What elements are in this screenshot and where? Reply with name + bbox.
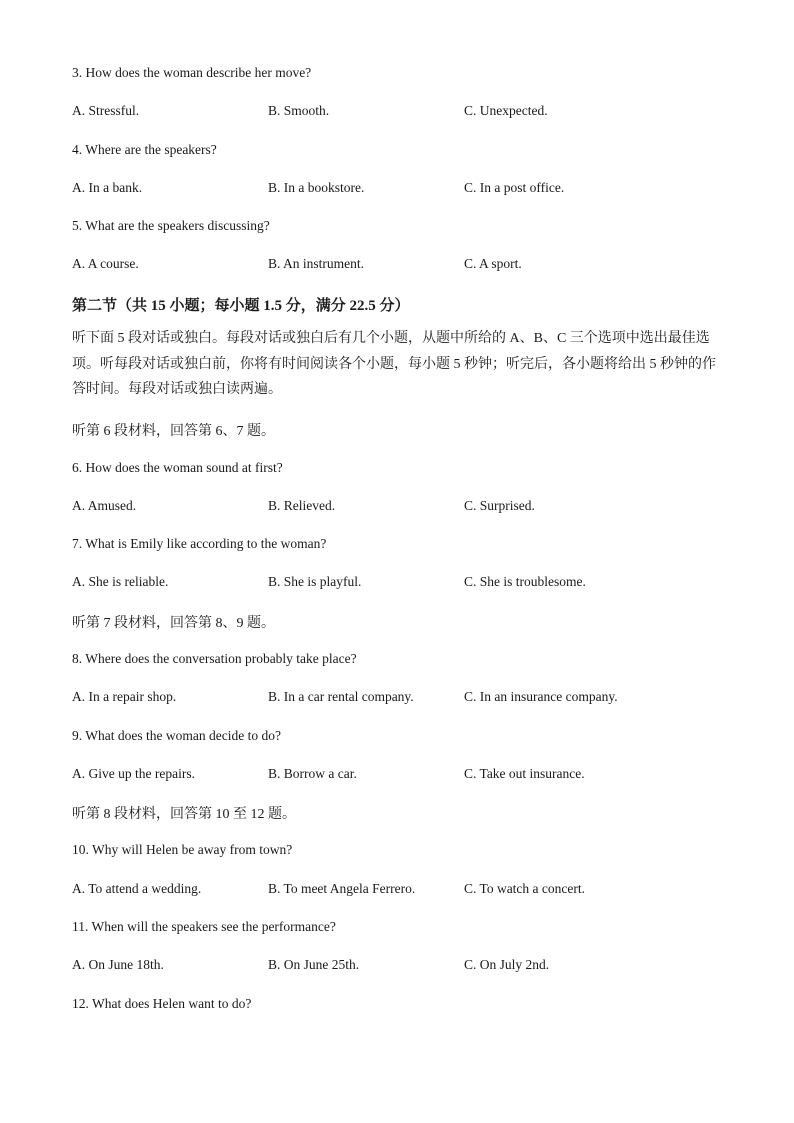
question-8: 8. Where does the conversation probably take place? [72,651,357,666]
question-9: 9. What does the woman decide to do? [72,728,281,743]
option-b: B. To meet Angela Ferrero. [268,881,416,896]
option-a: A. A course. [72,256,139,271]
option-b: B. An instrument. [268,256,365,271]
section-2-instructions: 听下面 5 段对话或独白。每段对话或独白后有几个小题，从题中所给的 A、B、C 三个选项中选出最佳选项。听每段对话或独白前，你将有时间阅读各个小题，每小题 5 秒钟；听完后，各小题将给出 5 秒钟的作答时间。每段对话或独白读两遍。 [72,331,716,397]
option-a: A. In a repair shop. [72,689,177,704]
question-10: 10. Why will Helen be away from town? [72,842,293,857]
material-6-header: 听第 6 段材料，回答第 6、7 题。 [72,424,275,439]
option-a: A. In a bank. [72,180,143,195]
question-3: 3. How does the woman describe her move? [72,65,312,80]
option-b: B. Borrow a car. [268,766,357,781]
option-c: C. Take out insurance. [464,766,585,781]
options-6 [72,498,732,516]
question-4: 4. Where are the speakers? [72,142,217,157]
option-b: B. On June 25th. [268,957,360,972]
options-5 [72,256,732,274]
option-c: C. Unexpected. [464,103,548,118]
question-11: 11. When will the speakers see the performance? [72,919,336,934]
option-b: B. She is playful. [268,574,362,589]
option-a: A. To attend a wedding. [72,881,202,896]
option-a: A. Stressful. [72,103,140,118]
section-2-title: 第二节（共 15 小题；每小题 1.5 分，满分 22.5 分） [72,298,410,314]
question-7: 7. What is Emily like according to the woman? [72,536,327,551]
option-b: B. Smooth. [268,103,330,118]
option-c: C. In an insurance company. [464,689,618,704]
option-c: C. In a post office. [464,180,565,195]
options-3 [72,103,732,121]
option-c: C. Surprised. [464,498,535,513]
material-8-header: 听第 8 段材料，回答第 10 至 12 题。 [72,807,296,822]
options-7 [72,574,732,592]
question-12: 12. What does Helen want to do? [72,996,252,1011]
option-a: A. On June 18th. [72,957,164,972]
material-7-header: 听第 7 段材料，回答第 8、9 题。 [72,616,275,631]
option-a: A. She is reliable. [72,574,169,589]
options-9 [72,766,732,784]
option-c: C. On July 2nd. [464,957,550,972]
question-5: 5. What are the speakers discussing? [72,218,270,233]
options-10 [72,881,732,899]
option-c: C. She is troublesome. [464,574,586,589]
option-b: B. Relieved. [268,498,336,513]
question-6: 6. How does the woman sound at first? [72,460,283,475]
option-c: C. A sport. [464,256,522,271]
options-8 [72,689,732,707]
option-b: B. In a bookstore. [268,180,365,195]
option-a: A. Amused. [72,498,137,513]
options-11 [72,957,732,975]
option-c: C. To watch a concert. [464,881,586,896]
options-4 [72,180,732,198]
option-b: B. In a car rental company. [268,689,414,704]
option-a: A. Give up the repairs. [72,766,195,781]
